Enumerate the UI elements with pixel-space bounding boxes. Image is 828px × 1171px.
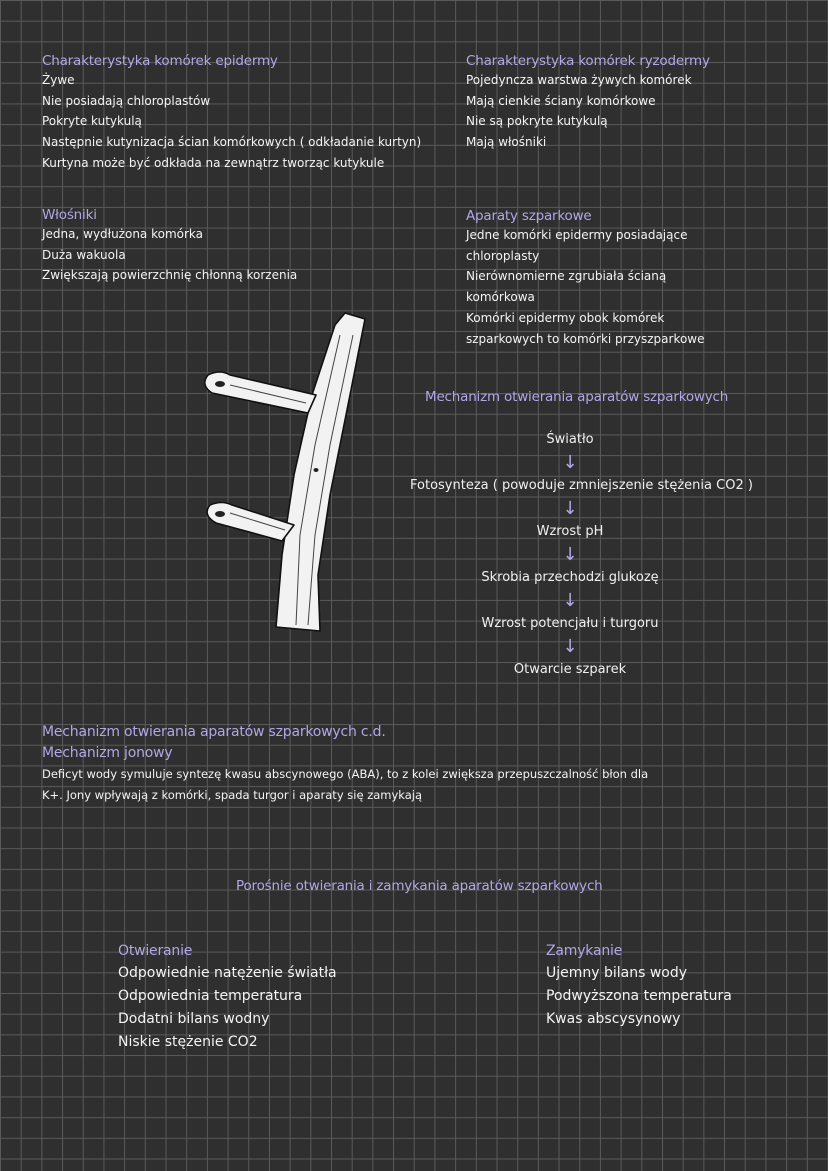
- zamykanie-item: Ujemny bilans wody: [546, 965, 688, 981]
- epiderma-item: Żywe: [42, 73, 75, 87]
- epiderma-item: Nie posiadają chloroplastów: [42, 93, 211, 108]
- otwieranie-title: Otwieranie: [118, 943, 193, 959]
- epiderma-item: Kurtyna może być odkłada na zewnątrz tworząc kutykule: [42, 155, 385, 170]
- wlosniki-item: Zwiększają powierzchnię chłonną korzenia: [42, 268, 298, 283]
- wlosniki-section: [42, 206, 297, 286]
- ryzoderma-item: Pojedyncza warstwa żywych komórek: [466, 73, 692, 87]
- flow-step: Skrobia przechodzi glukozę: [481, 570, 659, 585]
- otwieranie-item: Dodatni bilans wodny: [118, 1011, 270, 1027]
- down-arrow-icon: ↓: [562, 452, 578, 473]
- wlosniki-item: Duża wakuola: [42, 247, 126, 262]
- down-arrow-icon: ↓: [562, 498, 578, 519]
- ryzoderma-title: Charakterystyka komórek ryzodermy: [466, 53, 710, 69]
- mechanizm-cd-line: Deficyt wody symuluje syntezę kwasu abscynowego (ABA), to z kolei zwiększa przepuszczalność błon dla: [42, 767, 649, 781]
- flow-step: Otwarcie szparek: [513, 662, 627, 677]
- otwieranie-item: Odpowiednie natężenie światła: [118, 965, 337, 981]
- ryzoderma-item: Mają cienkie ściany komórkowe: [466, 93, 656, 108]
- aparaty-item: komórkowa: [466, 290, 535, 305]
- flow-step: Światło: [546, 432, 594, 447]
- aparaty-item: Nierównomierne zgrubiała ścianą: [466, 269, 667, 284]
- epiderma-section: [42, 52, 421, 174]
- down-arrow-icon: ↓: [562, 544, 578, 565]
- epiderma-item: Pokryte kutykulą: [42, 114, 142, 129]
- aparaty-item: chloroplasty: [466, 248, 540, 263]
- aparaty-title: Aparaty szparkowe: [466, 208, 592, 224]
- ryzoderma-item: Mają włośniki: [466, 135, 547, 150]
- root-hair-illustration: [190, 305, 390, 635]
- mechanizm-cd-section: [42, 722, 648, 805]
- mechanizm-title: Mechanizm otwierania aparatów szparkowych: [425, 389, 729, 405]
- mechanizm-flow: [410, 429, 753, 681]
- wlosniki-title: Włośniki: [42, 207, 97, 223]
- otwieranie-item: Niskie stężenie CO2: [118, 1034, 258, 1050]
- flow-step: Wzrost pH: [536, 524, 604, 539]
- flow-step: Wzrost potencjału i turgoru: [481, 616, 659, 631]
- ryzoderma-section: [466, 52, 710, 153]
- down-arrow-icon: ↓: [562, 590, 578, 611]
- zamykanie-item: Podwyższona temperatura: [546, 988, 732, 1004]
- otwieranie-item: Odpowiednia temperatura: [118, 988, 303, 1004]
- epiderma-item: Następnie kutynizacja ścian komórkowych ( odkładanie kurtyn): [42, 135, 422, 150]
- down-arrow-icon: ↓: [562, 636, 578, 657]
- aparaty-item: Jedne komórki epidermy posiadające: [466, 228, 688, 242]
- aparaty-item: szparkowych to komórki przyszparkowe: [466, 331, 705, 346]
- mechanizm-cd-title: Mechanizm otwierania aparatów szparkowych c.d.: [42, 724, 386, 740]
- wlosniki-item: Jedna, wydłużona komórka: [42, 227, 204, 241]
- mechanizm-cd-line: K+. Jony wpływają z komórki, spada turgor i aparaty się zamykają: [42, 787, 423, 802]
- zamykanie-section: [546, 940, 732, 1031]
- porownanie-title: Porośnie otwierania i zamykania aparatów szparkowych: [236, 878, 603, 894]
- aparaty-section: [466, 207, 705, 349]
- aparaty-item: Komórki epidermy obok komórek: [466, 310, 665, 325]
- epiderma-title: Charakterystyka komórek epidermy: [42, 53, 278, 69]
- otwieranie-section: [118, 940, 337, 1054]
- mechanizm-cd-subtitle: Mechanizm jonowy: [42, 745, 173, 761]
- flow-step: Fotosynteza ( powoduje zmniejszenie stężenia CO2 ): [410, 478, 753, 493]
- zamykanie-item: Kwas abscysynowy: [546, 1011, 681, 1027]
- zamykanie-title: Zamykanie: [546, 943, 623, 959]
- ryzoderma-item: Nie są pokryte kutykulą: [466, 114, 608, 129]
